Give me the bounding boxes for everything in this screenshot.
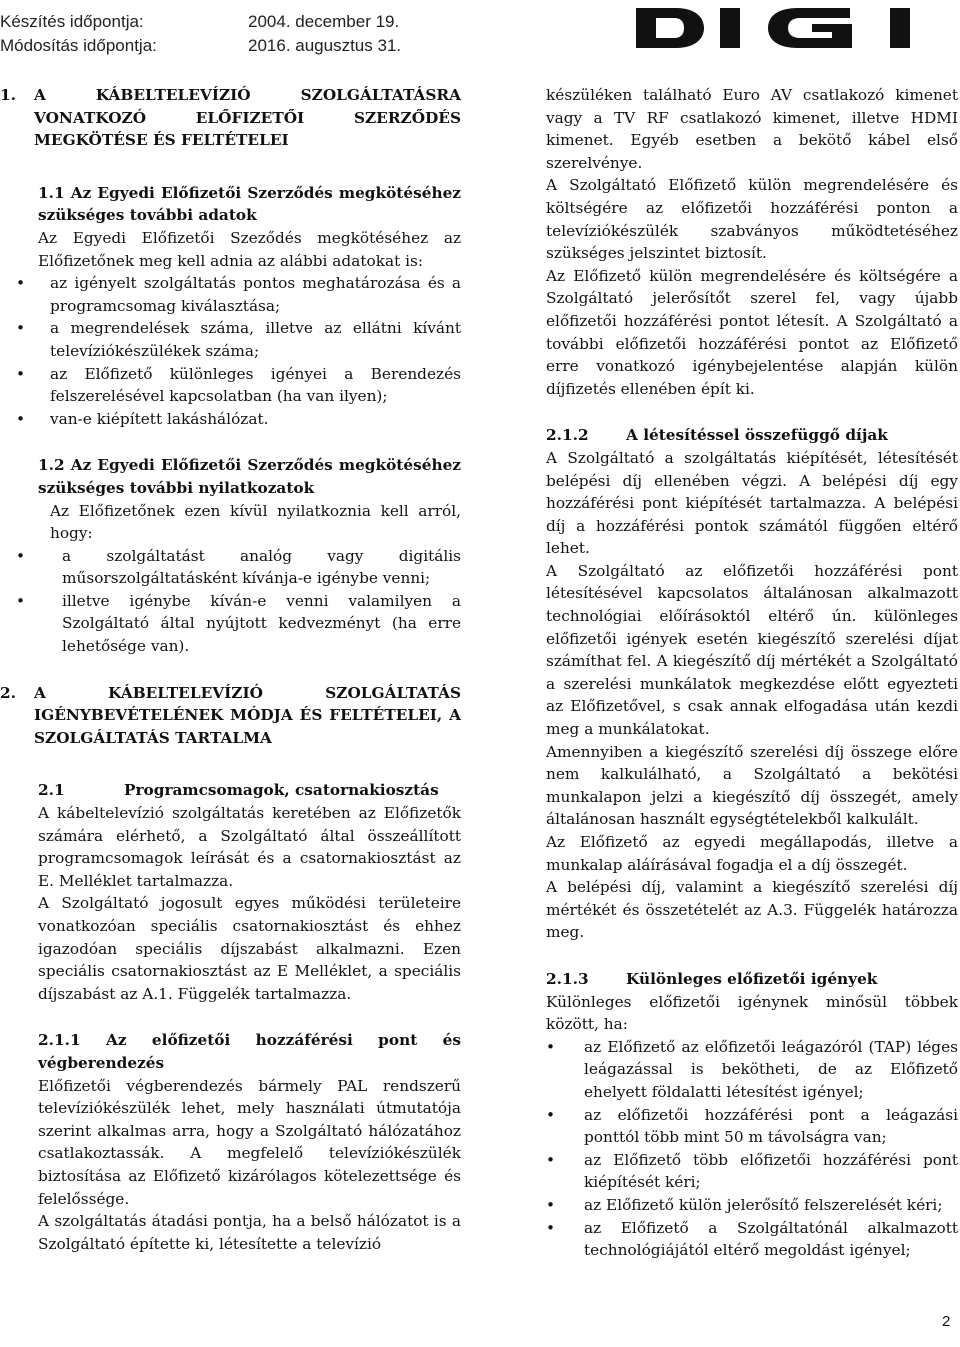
- section-2-1-title: Programcsomagok, csatornakiosztás: [124, 781, 439, 800]
- paragraph-amplifier: Az Előfizető külön megrendelésére és költségére a Szolgáltató jelerősítőt szerel fel, vagy újabb előfizetői hozzáférési pontot létesít. A Szolgáltató a további előfizetői hozzáférési pontot az Előfizető erre vonatkozó igénybejelentése alapján külön díjfizetés ellenében épít ki.: [546, 266, 958, 398]
- list-item: • az előfizetői hozzáférési pont a leágazási ponttól több mint 50 m távolságra van;: [546, 1104, 958, 1149]
- section-2-1-2-number: 2.1.2: [546, 426, 589, 445]
- section-2-1-2-title: A létesítéssel összefüggő díjak: [626, 426, 888, 445]
- section-2-title: A KÁBELTELEVÍZIÓ SZOLGÁLTATÁS IGÉNYBEVÉTELÉNEK MÓDJA ÉS FELTÉTELEI, A SZOLGÁLTATÁS TARTALMA: [34, 683, 461, 747]
- list-item: • az igényelt szolgáltatás pontos meghatározása és a programcsomag kiválasztása;: [0, 272, 461, 317]
- section-2-1-3-title: Különleges előfizetői igények: [626, 969, 878, 988]
- section-2-1-3-number: 2.1.3: [546, 969, 589, 988]
- section-2-1-3-list: [546, 1036, 958, 1262]
- document-header: [0, 10, 401, 58]
- continued-paragraph: készüléken található Euro AV csatlakozó kimenet vagy a TV RF csatlakozó kimenet, illetve HDMI kimenet. Egyéb esetben a bekötő kábel első szerelvénye.: [546, 86, 958, 172]
- section-2-1-3-intro: Különleges előfizetői igénynek minősül többek között, ha:: [546, 992, 958, 1034]
- section-1-heading: [0, 84, 461, 152]
- digi-logo: [632, 4, 946, 52]
- section-2-heading: [0, 682, 461, 750]
- section-2-1-2-heading: [546, 424, 958, 447]
- section-2-1-1-title: 2.1.1 Az előfizetői hozzáférési pont és végberendezés: [38, 1031, 461, 1072]
- section-1-number: 1.: [0, 86, 16, 104]
- section-2-1-2-paragraph-3: Amennyiben a kiegészítő szerelési díj összege előre nem kalkulálható, a Szolgáltató a bekötési munkalapon jelzi a kiegészítő díj összegét, amely általánosan használt egységtételekből kalkulált.: [546, 742, 958, 829]
- modified-label: Módosítás időpontja:: [0, 36, 157, 55]
- list-item: • az Előfizető több előfizetői hozzáférési pont kiépítését kéri;: [546, 1149, 958, 1194]
- created-label: Készítés időpontja:: [0, 12, 144, 31]
- section-2-1-2-paragraph-5: A belépési díj, valamint a kiegészítő szerelési díj mértékét és összetételét az A.3. Függelék határozza meg.: [546, 878, 958, 942]
- list-item: • a szolgáltatást analóg vagy digitális műsorszolgáltatásként kívánja-e igénybe venni;: [0, 545, 461, 590]
- paragraph-signal-level: A Szolgáltató Előfizető külön megrendelésére és költségére az előfizetői hozzáférési ponton a televíziókészülék szabványos működtetéséhez szükséges jelszintet biztosít.: [546, 176, 958, 263]
- section-1-title: A KÁBELTELEVÍZIÓ SZOLGÁLTATÁSRA VONATKOZÓ ELŐFIZETŐI SZERZŐDÉS MEGKÖTÉSE ÉS FELTÉTELEI: [34, 86, 461, 150]
- section-2-1-paragraph-1: A kábeltelevízió szolgáltatás keretében az Előfizetők számára elérhető, a Szolgáltató által összeállított programcsomagok leírását és a csatornakiosztást az E. Melléklet tartalmazza.: [38, 804, 461, 890]
- list-item: • van-e kiépített lakáshálózat.: [0, 408, 461, 431]
- section-2-number: 2.: [0, 683, 16, 702]
- section-2-1-number: 2.1: [38, 781, 65, 800]
- section-2-1-1-paragraph-1: Előfizetői végberendezés bármely PAL rendszerű televíziókészülék lehet, mely használati útmutatója szerint alkalmas arra, hogy a Szolgáltató hálózatához csatlakoztassák. A megfelelő televíziókészülék biztosítása az Előfizető kizárólagos kötelezettsége és felelőssége.: [38, 1076, 461, 1208]
- modified-row: [0, 34, 401, 58]
- section-2-1-2-paragraph-1: A Szolgáltató a szolgáltatás kiépítését, létesítését belépési díj ellenében végzi. A belépési díj egy hozzáférési pont kiépítését tartalmazza. A belépési díj a hozzáférési pontok számától függően eltérő lehet.: [546, 448, 958, 558]
- list-item: • a megrendelések száma, illetve az ellátni kívánt televíziókészülékek száma;: [0, 317, 461, 362]
- section-2-1-3-heading: [546, 968, 958, 991]
- list-item: • az Előfizető különleges igényei a Berendezés felszerelésével kapcsolatban (ha van ilyen);: [0, 363, 461, 408]
- modified-value: 2016. augusztus 31.: [248, 36, 402, 55]
- list-item: • az Előfizető az előfizetői leágazóról (TAP) léges leágazással is bekötheti, de az Előfizető ehelyett földalatti létesítést igényel;: [546, 1036, 958, 1104]
- section-2-1-1-paragraph-2: A szolgáltatás átadási pontja, ha a belső hálózatot is a Szolgáltató építette ki, létesítette a televízió: [38, 1212, 461, 1253]
- section-2-1-2-paragraph-4: Az Előfizető az egyedi megállapodás, illetve a munkalap aláírásával fogadja el a díj összegét.: [546, 833, 958, 874]
- section-1-1-title: 1.1 Az Egyedi Előfizetői Szerződés megkötéséhez szükséges további adatok: [38, 183, 461, 225]
- created-row: [0, 10, 401, 34]
- section-1-1-list: [38, 272, 461, 430]
- section-1-2-intro: Az Előfizetőnek ezen kívül nyilatkoznia kell arról, hogy:: [50, 501, 461, 543]
- section-2-1-heading: [38, 779, 461, 802]
- section-1-1-intro: Az Egyedi Előfizetői Szeződés megkötéséhez az Előfizetőnek meg kell adnia az alábbi adatokat is:: [38, 228, 461, 270]
- section-2-1-2-paragraph-2: A Szolgáltató az előfizetői hozzáférési pont létesítésével kapcsolatos általánosan alkalmazott technológiai előírásoktól eltérő ún. különleges előfizetői igények esetén kiegészítő szerelési díjat számíthat fel. A kiegészítő díj mértékét a Szolgáltató a szerelési munkálatok megkezdése előtt egyezteti az Előfizetővel, s csak annak elfogadása után kezdi meg a munkálatokat.: [546, 561, 958, 739]
- section-1-2-list: [38, 545, 461, 658]
- list-item: • az Előfizető külön jelerősítő felszerelését kéri;: [546, 1194, 958, 1217]
- left-column: [0, 84, 461, 1255]
- right-column: [546, 84, 958, 1262]
- section-1-2-title: 1.2 Az Egyedi Előfizetői Szerződés megkötéséhez szükséges további nyilatkozatok: [38, 456, 461, 497]
- list-item: • az Előfizető a Szolgáltatónál alkalmazott technológiájától eltérő megoldást igényel;: [546, 1217, 958, 1262]
- page-number: 2: [942, 1313, 951, 1330]
- section-2-1-paragraph-2: A Szolgáltató jogosult egyes működési területeire vonatkozóan speciális csatornakiosztást és ehhez igazodóan speciális díjszabást alkalmazni. Ezen speciális csatornakiosztást az E Melléklet, a speciális díjszabást az A.1. Függelék tartalmazza.: [38, 894, 461, 1003]
- created-value: 2004. december 19.: [248, 12, 400, 31]
- list-item: • illetve igénybe kíván-e venni valamilyen a Szolgáltató által nyújtott kedvezményt (ha erre lehetősége van).: [0, 590, 461, 658]
